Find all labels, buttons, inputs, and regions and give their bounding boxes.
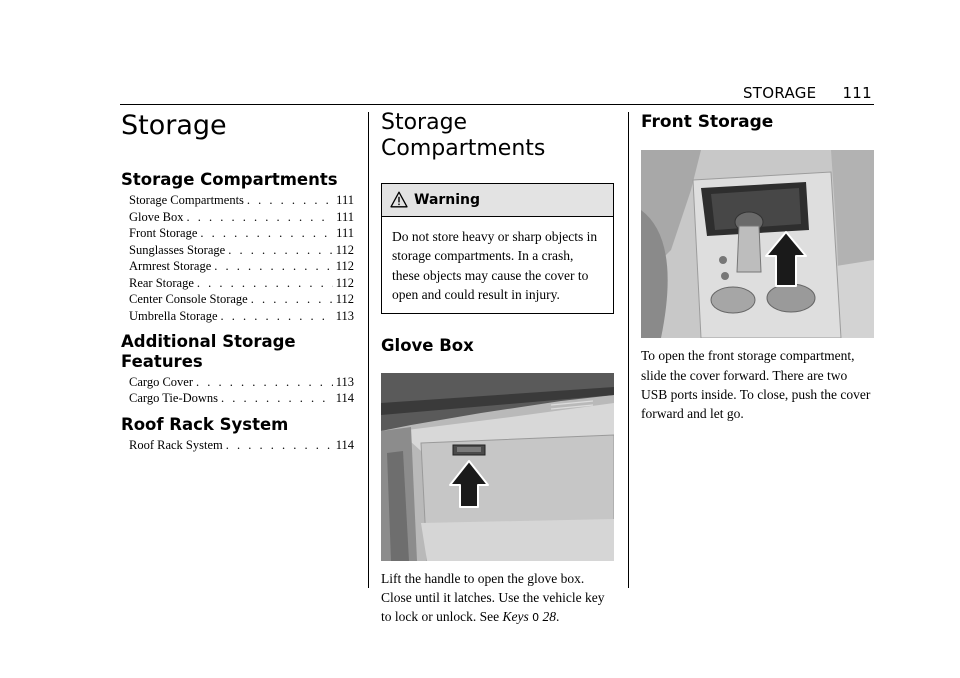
toc-leader-dots xyxy=(221,390,333,407)
toc-leader-dots xyxy=(196,374,333,391)
toc-entry-page: 111 xyxy=(336,226,354,241)
toc-entry-page: 112 xyxy=(335,242,354,257)
toc-entry-page: 112 xyxy=(335,292,354,307)
toc-entry-page: 114 xyxy=(335,437,354,452)
toc-entry-page: 112 xyxy=(335,259,354,274)
glove-box-illustration xyxy=(381,373,614,561)
warning-label: Warning xyxy=(414,191,481,208)
toc-group-heading: Storage Compartments xyxy=(121,170,338,190)
toc-leader-dots xyxy=(251,291,333,308)
toc-leader-dots xyxy=(200,225,333,242)
glove-box-text xyxy=(381,569,614,627)
toc-entry[interactable] xyxy=(129,242,354,259)
toc-group xyxy=(121,415,354,453)
page-number: 111 xyxy=(842,84,872,102)
glove-box-text-end: . xyxy=(555,609,560,625)
toc-entry-label: Sunglasses Storage xyxy=(129,242,226,257)
toc-entry[interactable] xyxy=(129,209,354,226)
header-rule xyxy=(120,104,874,105)
toc-leader-dots xyxy=(221,308,333,325)
toc-entry[interactable] xyxy=(129,374,354,391)
warning-triangle-icon xyxy=(390,191,408,208)
toc-entry[interactable] xyxy=(129,225,354,242)
toc-group xyxy=(121,332,354,407)
toc-entry[interactable] xyxy=(129,437,354,454)
page-header xyxy=(120,84,872,102)
chapter-toc-column xyxy=(121,106,354,453)
toc-entry-label: Armrest Storage xyxy=(129,259,212,274)
toc-entry-page: 111 xyxy=(336,209,354,224)
toc-leader-dots xyxy=(214,258,332,275)
column-divider xyxy=(628,112,629,588)
column-divider xyxy=(368,112,369,588)
toc-entry-label: Front Storage xyxy=(129,226,198,241)
toc-entry-page: 114 xyxy=(335,391,354,406)
front-storage-text: To open the front storage compartment, slide the cover forward. There are two USB ports inside. To close, push the cover forward and let go. xyxy=(641,348,871,422)
toc-entry[interactable] xyxy=(129,192,354,209)
toc-entry-label: Umbrella Storage xyxy=(129,308,218,323)
warning-header xyxy=(382,184,613,217)
keys-link[interactable]: Keys xyxy=(502,609,529,625)
toc-entry[interactable] xyxy=(129,308,354,325)
toc-leader-dots xyxy=(228,242,333,259)
toc-entry[interactable] xyxy=(129,258,354,275)
toc-entry-label: Cargo Tie-Downs xyxy=(129,391,219,406)
toc-group xyxy=(121,170,354,324)
toc-list xyxy=(121,374,354,407)
toc-list xyxy=(121,192,354,324)
toc-list xyxy=(121,437,354,454)
toc-entry-label: Storage Compartments xyxy=(129,193,244,208)
cross-reference-icon: 0 xyxy=(532,611,540,625)
toc-entry-page: 111 xyxy=(336,193,354,208)
chapter-title: Storage xyxy=(121,110,227,141)
glove-box-text-main: Lift the handle to open the glove box. Close until it latches. Use the vehicle key to lock or unlock. See xyxy=(381,570,605,625)
toc-entry-label: Roof Rack System xyxy=(129,437,223,452)
toc-leader-dots xyxy=(226,437,333,454)
front-storage-illustration xyxy=(641,150,874,338)
storage-compartments-column xyxy=(381,106,614,627)
toc-group-heading: Roof Rack System xyxy=(121,414,289,434)
toc-leader-dots xyxy=(187,209,334,226)
front-storage-heading: Front Storage xyxy=(641,112,774,132)
toc-entry-label: Glove Box xyxy=(129,209,184,224)
toc-entry-label: Cargo Cover xyxy=(129,374,193,389)
toc-entry-label: Center Console Storage xyxy=(129,292,248,307)
warning-box xyxy=(381,183,614,314)
toc-leader-dots xyxy=(197,275,333,292)
section-name: STORAGE xyxy=(742,84,817,102)
section-title: Storage Compartments xyxy=(381,110,546,162)
toc-leader-dots xyxy=(247,192,333,209)
glove-box-heading: Glove Box xyxy=(381,336,474,356)
keys-page-ref[interactable]: 28 xyxy=(542,609,556,625)
toc-entry-label: Rear Storage xyxy=(129,275,194,290)
warning-text: Do not store heavy or sharp objects in storage compartments. In a crash, these objects may cause the cover to open and could result in injury. xyxy=(392,228,598,303)
toc-entry-page: 113 xyxy=(335,308,354,323)
toc-entry-page: 113 xyxy=(335,374,354,389)
toc-entry[interactable] xyxy=(129,390,354,407)
toc-entry[interactable] xyxy=(129,275,354,292)
toc-entry[interactable] xyxy=(129,291,354,308)
toc-group-heading: Additional Storage Features xyxy=(121,332,296,371)
toc-entry-page: 112 xyxy=(335,275,354,290)
front-storage-column xyxy=(641,106,874,424)
